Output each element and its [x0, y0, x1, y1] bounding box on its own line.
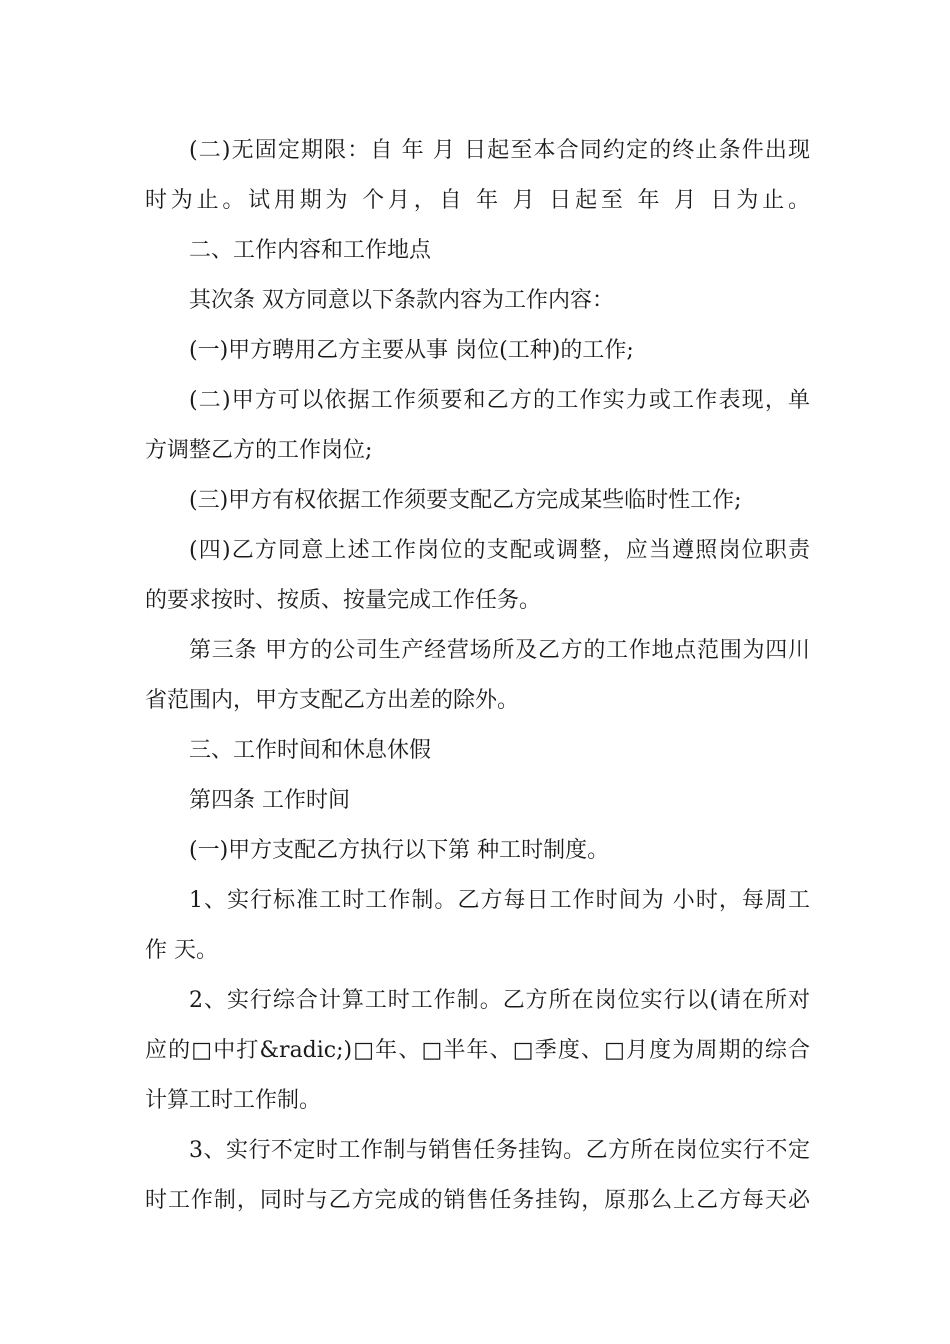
section-heading: 三、工作时间和休息休假 [189, 738, 432, 763]
paragraph-line: 的要求按时、按质、按量完成工作任务。 [145, 588, 542, 613]
paragraph-line: 时为止。试用期为 个月，自 年 月 日起至 年 月 日为止。 [145, 188, 810, 213]
paragraph-line: (四)乙方同意上述工作岗位的支配或调整，应当遵照岗位职责 [189, 538, 810, 563]
paragraph-line: (一)甲方支配乙方执行以下第 种工时制度。 [189, 838, 610, 863]
paragraph-line: 第四条 工作时间 [189, 788, 350, 813]
paragraph-line: (二)无固定期限：自 年 月 日起至本合同约定的终止条件出现 [189, 138, 810, 163]
paragraph-line: (一)甲方聘用乙方主要从事 岗位(工种)的工作; [189, 338, 634, 363]
paragraph-line: 计算工时工作制。 [145, 1088, 322, 1113]
paragraph-line: 其次条 双方同意以下条款内容为工作内容： [189, 288, 614, 313]
paragraph-line: 省范围内，甲方支配乙方出差的除外。 [145, 688, 520, 713]
paragraph-line: 作 天。 [145, 938, 218, 963]
paragraph-line: 3、实行不定时工作制与销售任务挂钩。乙方所在岗位实行不定 [189, 1138, 810, 1163]
paragraph-line: 方调整乙方的工作岗位; [145, 438, 373, 463]
paragraph-line: 第三条 甲方的公司生产经营场所及乙方的工作地点范围为四川 [189, 638, 810, 663]
paragraph-line: 2、实行综合计算工时工作制。乙方所在岗位实行以(请在所对 [189, 988, 810, 1013]
paragraph-line: (二)甲方可以依据工作须要和乙方的工作实力或工作表现，单 [189, 388, 810, 413]
paragraph-line: 应的□中打&radic;)□年、□半年、□季度、□月度为周期的综合 [145, 1038, 810, 1063]
paragraph-line: 时工作制，同时与乙方完成的销售任务挂钩，原那么上乙方每天必 [145, 1188, 810, 1213]
section-heading: 二、工作内容和工作地点 [189, 238, 432, 263]
paragraph-line: (三)甲方有权依据工作须要支配乙方完成某些临时性工作; [189, 488, 742, 513]
paragraph-line: 1、实行标准工时工作制。乙方每日工作时间为 小时，每周工 [189, 888, 810, 913]
